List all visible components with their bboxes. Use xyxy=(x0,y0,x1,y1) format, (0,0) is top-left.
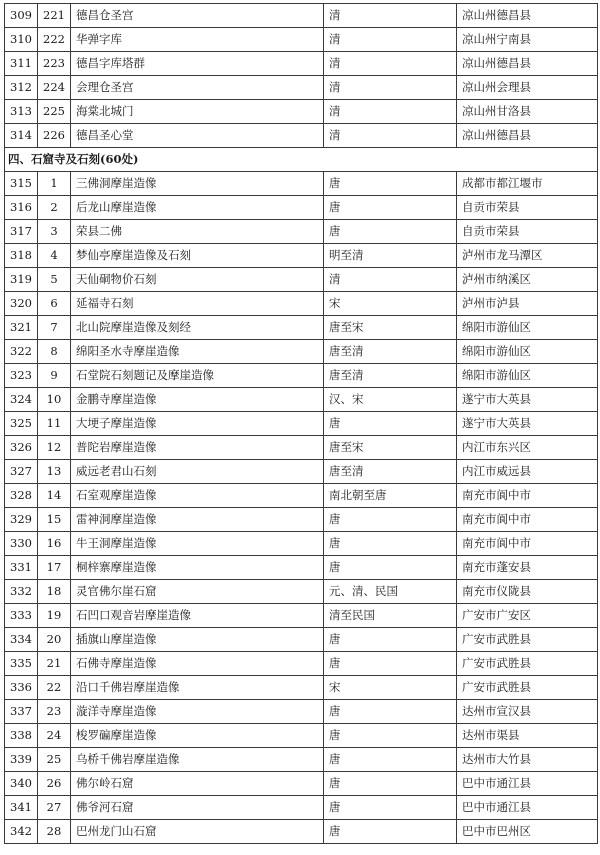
row-serial-number: 320 xyxy=(5,292,38,316)
row-serial-number: 342 xyxy=(5,820,38,844)
section-title: 四、石窟寺及石刻(60处) xyxy=(5,148,598,172)
table-row xyxy=(5,52,598,76)
row-serial-number: 316 xyxy=(5,196,38,220)
row-location: 广安市武胜县 xyxy=(457,628,598,652)
table-row xyxy=(5,124,598,148)
row-serial-number: 315 xyxy=(5,172,38,196)
row-location: 内江市东兴区 xyxy=(457,436,598,460)
row-location: 巴中市通江县 xyxy=(457,772,598,796)
row-serial-number: 312 xyxy=(5,76,38,100)
row-location: 遂宁市大英县 xyxy=(457,412,598,436)
row-site-name: 威远老君山石刻 xyxy=(71,460,324,484)
row-era: 唐至清 xyxy=(324,460,457,484)
row-site-name: 华弹字库 xyxy=(71,28,324,52)
row-site-name: 德昌字库塔群 xyxy=(71,52,324,76)
row-serial-number: 326 xyxy=(5,436,38,460)
row-site-name: 海棠北城门 xyxy=(71,100,324,124)
row-category-number: 25 xyxy=(38,748,71,772)
row-location: 达州市渠县 xyxy=(457,724,598,748)
section-header-group xyxy=(5,148,598,172)
row-site-name: 石凹口观音岩摩崖造像 xyxy=(71,604,324,628)
row-serial-number: 319 xyxy=(5,268,38,292)
table-row xyxy=(5,628,598,652)
row-era: 宋 xyxy=(324,676,457,700)
section-header-row xyxy=(5,148,598,172)
row-serial-number: 335 xyxy=(5,652,38,676)
row-site-name: 大埂子摩崖造像 xyxy=(71,412,324,436)
row-location: 南充市阆中市 xyxy=(457,484,598,508)
table-row xyxy=(5,724,598,748)
table-row xyxy=(5,28,598,52)
row-era: 唐 xyxy=(324,652,457,676)
row-site-name: 金鹏寺摩崖造像 xyxy=(71,388,324,412)
row-era: 唐 xyxy=(324,172,457,196)
row-serial-number: 341 xyxy=(5,796,38,820)
row-location: 泸州市纳溪区 xyxy=(457,268,598,292)
row-site-name: 石堂院石刻题记及摩崖造像 xyxy=(71,364,324,388)
row-era: 唐 xyxy=(324,700,457,724)
row-era: 唐至宋 xyxy=(324,436,457,460)
row-category-number: 14 xyxy=(38,484,71,508)
row-location: 自贡市荣县 xyxy=(457,220,598,244)
row-serial-number: 337 xyxy=(5,700,38,724)
row-category-number: 2 xyxy=(38,196,71,220)
row-serial-number: 311 xyxy=(5,52,38,76)
row-serial-number: 334 xyxy=(5,628,38,652)
table-row xyxy=(5,604,598,628)
row-era: 唐至清 xyxy=(324,340,457,364)
row-serial-number: 310 xyxy=(5,28,38,52)
table-row xyxy=(5,316,598,340)
row-era: 唐 xyxy=(324,508,457,532)
row-category-number: 23 xyxy=(38,700,71,724)
row-serial-number: 325 xyxy=(5,412,38,436)
row-site-name: 巴州龙门山石窟 xyxy=(71,820,324,844)
heritage-list-page xyxy=(4,3,597,844)
row-location: 巴中市巴州区 xyxy=(457,820,598,844)
row-site-name: 北山院摩崖造像及刻经 xyxy=(71,316,324,340)
row-category-number: 5 xyxy=(38,268,71,292)
row-site-name: 桐梓寨摩崖造像 xyxy=(71,556,324,580)
table-row xyxy=(5,220,598,244)
row-category-number: 12 xyxy=(38,436,71,460)
row-site-name: 德昌仓圣宫 xyxy=(71,4,324,28)
row-location: 绵阳市游仙区 xyxy=(457,364,598,388)
row-era: 唐至宋 xyxy=(324,316,457,340)
table-row xyxy=(5,820,598,844)
row-era: 清 xyxy=(324,52,457,76)
row-serial-number: 313 xyxy=(5,100,38,124)
row-category-number: 9 xyxy=(38,364,71,388)
row-site-name: 天仙硐物价石刻 xyxy=(71,268,324,292)
row-site-name: 佛爷河石窟 xyxy=(71,796,324,820)
row-location: 南充市蓬安县 xyxy=(457,556,598,580)
row-era: 南北朝至唐 xyxy=(324,484,457,508)
row-serial-number: 327 xyxy=(5,460,38,484)
row-category-number: 28 xyxy=(38,820,71,844)
row-site-name: 德昌圣心堂 xyxy=(71,124,324,148)
row-category-number: 22 xyxy=(38,676,71,700)
row-era: 唐 xyxy=(324,772,457,796)
row-site-name: 普陀岩摩崖造像 xyxy=(71,436,324,460)
row-category-number: 7 xyxy=(38,316,71,340)
row-category-number: 6 xyxy=(38,292,71,316)
row-era: 清至民国 xyxy=(324,604,457,628)
row-era: 清 xyxy=(324,268,457,292)
row-category-number: 3 xyxy=(38,220,71,244)
row-era: 清 xyxy=(324,124,457,148)
table-row xyxy=(5,196,598,220)
heritage-sites-table xyxy=(4,3,598,844)
table-row xyxy=(5,700,598,724)
table-row xyxy=(5,76,598,100)
row-site-name: 后龙山摩崖造像 xyxy=(71,196,324,220)
row-era: 元、清、民国 xyxy=(324,580,457,604)
row-era: 唐 xyxy=(324,220,457,244)
row-serial-number: 329 xyxy=(5,508,38,532)
row-site-name: 佛尔岭石窟 xyxy=(71,772,324,796)
row-category-number: 24 xyxy=(38,724,71,748)
row-site-name: 插旗山摩崖造像 xyxy=(71,628,324,652)
row-serial-number: 338 xyxy=(5,724,38,748)
row-location: 泸州市泸县 xyxy=(457,292,598,316)
table-row xyxy=(5,652,598,676)
row-era: 唐 xyxy=(324,724,457,748)
row-site-name: 石室观摩崖造像 xyxy=(71,484,324,508)
row-era: 宋 xyxy=(324,292,457,316)
table-row xyxy=(5,580,598,604)
row-location: 内江市威远县 xyxy=(457,460,598,484)
row-serial-number: 318 xyxy=(5,244,38,268)
row-category-number: 223 xyxy=(38,52,71,76)
row-era: 唐 xyxy=(324,748,457,772)
row-location: 绵阳市游仙区 xyxy=(457,316,598,340)
row-serial-number: 340 xyxy=(5,772,38,796)
row-location: 达州市宣汉县 xyxy=(457,700,598,724)
row-category-number: 27 xyxy=(38,796,71,820)
row-location: 凉山州德昌县 xyxy=(457,124,598,148)
row-serial-number: 330 xyxy=(5,532,38,556)
table-row xyxy=(5,364,598,388)
row-era: 汉、宋 xyxy=(324,388,457,412)
row-location: 遂宁市大英县 xyxy=(457,388,598,412)
row-serial-number: 333 xyxy=(5,604,38,628)
table-body-upper xyxy=(5,4,598,148)
row-location: 自贡市荣县 xyxy=(457,196,598,220)
row-serial-number: 317 xyxy=(5,220,38,244)
row-site-name: 梭罗碥摩崖造像 xyxy=(71,724,324,748)
row-serial-number: 309 xyxy=(5,4,38,28)
row-site-name: 荣县二佛 xyxy=(71,220,324,244)
row-location: 南充市阆中市 xyxy=(457,508,598,532)
table-row xyxy=(5,292,598,316)
row-category-number: 11 xyxy=(38,412,71,436)
row-serial-number: 332 xyxy=(5,580,38,604)
row-site-name: 灵官佛尔崖石窟 xyxy=(71,580,324,604)
row-category-number: 222 xyxy=(38,28,71,52)
row-category-number: 15 xyxy=(38,508,71,532)
row-site-name: 漩洋寺摩崖造像 xyxy=(71,700,324,724)
table-row xyxy=(5,172,598,196)
row-site-name: 石佛寺摩崖造像 xyxy=(71,652,324,676)
row-category-number: 16 xyxy=(38,532,71,556)
table-row xyxy=(5,388,598,412)
row-era: 清 xyxy=(324,100,457,124)
table-row xyxy=(5,268,598,292)
row-era: 清 xyxy=(324,76,457,100)
row-category-number: 1 xyxy=(38,172,71,196)
row-site-name: 会理仓圣宫 xyxy=(71,76,324,100)
row-era: 唐 xyxy=(324,796,457,820)
row-location: 泸州市龙马潭区 xyxy=(457,244,598,268)
row-site-name: 三佛洞摩崖造像 xyxy=(71,172,324,196)
row-location: 巴中市通江县 xyxy=(457,796,598,820)
row-era: 明至清 xyxy=(324,244,457,268)
row-site-name: 延福寺石刻 xyxy=(71,292,324,316)
table-row xyxy=(5,556,598,580)
row-site-name: 绵阳圣水寺摩崖造像 xyxy=(71,340,324,364)
row-era: 唐 xyxy=(324,628,457,652)
row-era: 唐 xyxy=(324,412,457,436)
table-row xyxy=(5,748,598,772)
row-era: 唐 xyxy=(324,820,457,844)
table-row xyxy=(5,100,598,124)
table-row xyxy=(5,340,598,364)
row-era: 唐 xyxy=(324,556,457,580)
row-serial-number: 324 xyxy=(5,388,38,412)
row-location: 广安市广安区 xyxy=(457,604,598,628)
row-location: 广安市武胜县 xyxy=(457,676,598,700)
row-serial-number: 328 xyxy=(5,484,38,508)
table-row xyxy=(5,244,598,268)
row-location: 广安市武胜县 xyxy=(457,652,598,676)
row-category-number: 19 xyxy=(38,604,71,628)
row-location: 凉山州甘洛县 xyxy=(457,100,598,124)
table-row xyxy=(5,4,598,28)
row-location: 凉山州德昌县 xyxy=(457,4,598,28)
row-site-name: 梦仙亭摩崖造像及石刻 xyxy=(71,244,324,268)
row-category-number: 26 xyxy=(38,772,71,796)
table-row xyxy=(5,436,598,460)
row-category-number: 21 xyxy=(38,652,71,676)
row-category-number: 13 xyxy=(38,460,71,484)
row-category-number: 221 xyxy=(38,4,71,28)
table-row xyxy=(5,796,598,820)
table-row xyxy=(5,484,598,508)
row-location: 南充市阆中市 xyxy=(457,532,598,556)
row-serial-number: 331 xyxy=(5,556,38,580)
row-era: 唐 xyxy=(324,532,457,556)
row-era: 清 xyxy=(324,4,457,28)
row-location: 达州市大竹县 xyxy=(457,748,598,772)
row-serial-number: 322 xyxy=(5,340,38,364)
row-serial-number: 321 xyxy=(5,316,38,340)
table-row xyxy=(5,412,598,436)
row-category-number: 20 xyxy=(38,628,71,652)
table-row xyxy=(5,460,598,484)
row-serial-number: 314 xyxy=(5,124,38,148)
row-location: 凉山州会理县 xyxy=(457,76,598,100)
row-site-name: 雷神洞摩崖造像 xyxy=(71,508,324,532)
table-body-lower xyxy=(5,172,598,844)
row-category-number: 10 xyxy=(38,388,71,412)
row-category-number: 4 xyxy=(38,244,71,268)
table-row xyxy=(5,676,598,700)
row-site-name: 沿口千佛岩摩崖造像 xyxy=(71,676,324,700)
row-era: 清 xyxy=(324,28,457,52)
row-category-number: 224 xyxy=(38,76,71,100)
row-category-number: 8 xyxy=(38,340,71,364)
row-location: 南充市仪陇县 xyxy=(457,580,598,604)
row-era: 唐 xyxy=(324,196,457,220)
row-site-name: 乌桥千佛岩摩崖造像 xyxy=(71,748,324,772)
row-era: 唐至清 xyxy=(324,364,457,388)
table-row xyxy=(5,508,598,532)
row-category-number: 17 xyxy=(38,556,71,580)
row-location: 成都市都江堰市 xyxy=(457,172,598,196)
table-row xyxy=(5,772,598,796)
row-location: 凉山州德昌县 xyxy=(457,52,598,76)
row-category-number: 18 xyxy=(38,580,71,604)
row-category-number: 225 xyxy=(38,100,71,124)
row-location: 凉山州宁南县 xyxy=(457,28,598,52)
row-serial-number: 336 xyxy=(5,676,38,700)
row-category-number: 226 xyxy=(38,124,71,148)
row-site-name: 牛王洞摩崖造像 xyxy=(71,532,324,556)
row-location: 绵阳市游仙区 xyxy=(457,340,598,364)
row-serial-number: 323 xyxy=(5,364,38,388)
row-serial-number: 339 xyxy=(5,748,38,772)
table-row xyxy=(5,532,598,556)
